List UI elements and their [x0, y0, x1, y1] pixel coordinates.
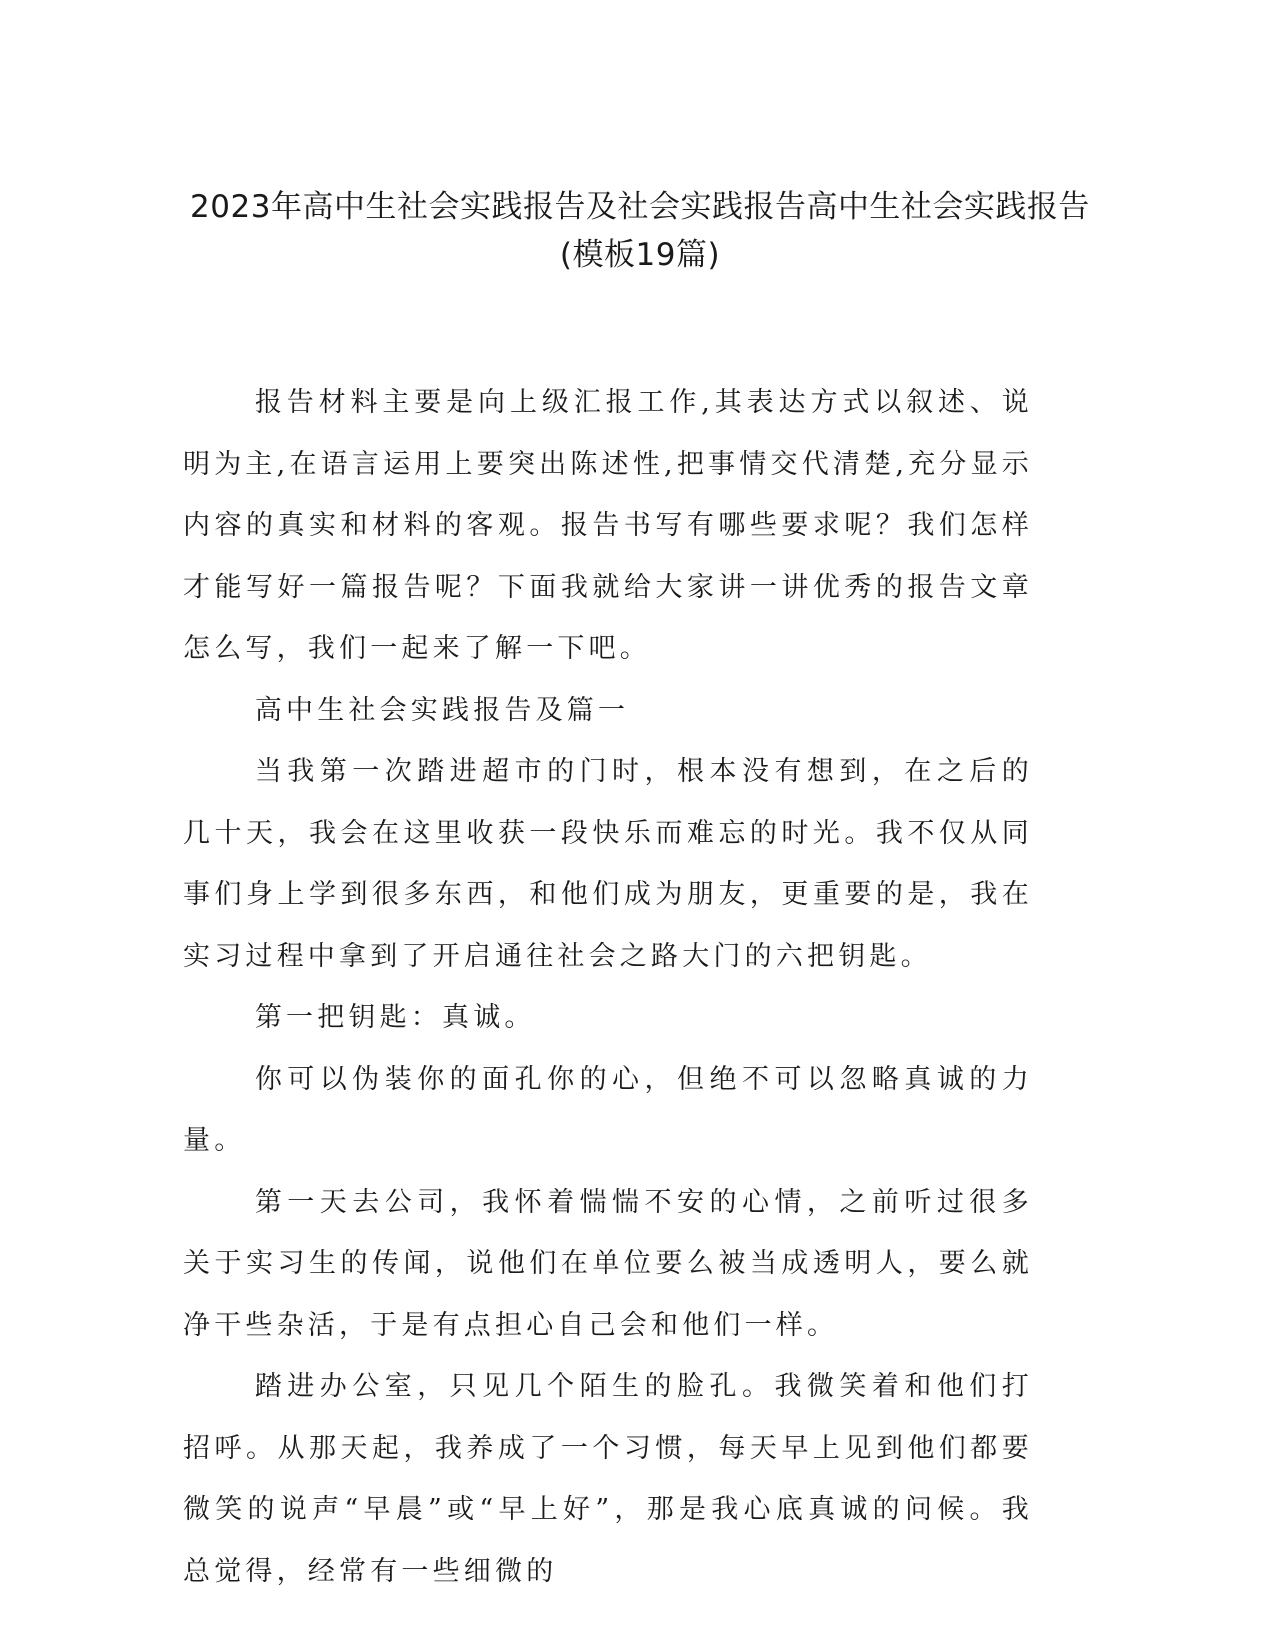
paragraph-first-day-company: 第一天去公司，我怀着惴惴不安的心情，之前听过很多关于实习生的传闻，说他们在单位要么被当成透明人，要么就净干些杂活，于是有点担心自己会和他们一样。	[183, 1186, 1033, 1341]
paragraph-first-key: 第一把钥匙：真诚。	[254, 1002, 536, 1033]
document-body	[183, 372, 1033, 1602]
paragraph-first-day-supermarket: 当我第一次踏进超市的门时，根本没有想到，在之后的几十天，我会在这里收获一段快乐而难忘的时光。我不仅从同事们身上学到很多东西，和他们成为朋友，更重要的是，我在实习过程中拿到了开启通往社会之路大门的六把钥匙。	[183, 756, 1033, 972]
paragraph-intro: 报告材料主要是向上级汇报工作,其表达方式以叙述、说明为主,在语言运用上要突出陈述性,把事情交代清楚,充分显示内容的真实和材料的客观。报告书写有哪些要求呢？我们怎样才能写好一篇报告呢？下面我就给大家讲一讲优秀的报告文章怎么写，我们一起来了解一下吧。	[183, 387, 1033, 664]
paragraph-sincerity-quote: 你可以伪装你的面孔你的心，但绝不可以忽略真诚的力量。	[183, 1063, 1033, 1156]
document-title: 2023年高中生社会实践报告及社会实践报告高中生社会实践报告(模板19篇)	[190, 189, 1090, 273]
paragraph-office-greeting: 踏进办公室，只见几个陌生的脸孔。我微笑着和他们打招呼。从那天起，我养成了一个习惯，每天早上见到他们都要微笑的说声“早晨”或“早上好”，那是我心底真诚的问候。我总觉得，经常有一些细微的	[183, 1371, 1033, 1587]
section-heading-part-one: 高中生社会实践报告及篇一	[254, 694, 630, 726]
